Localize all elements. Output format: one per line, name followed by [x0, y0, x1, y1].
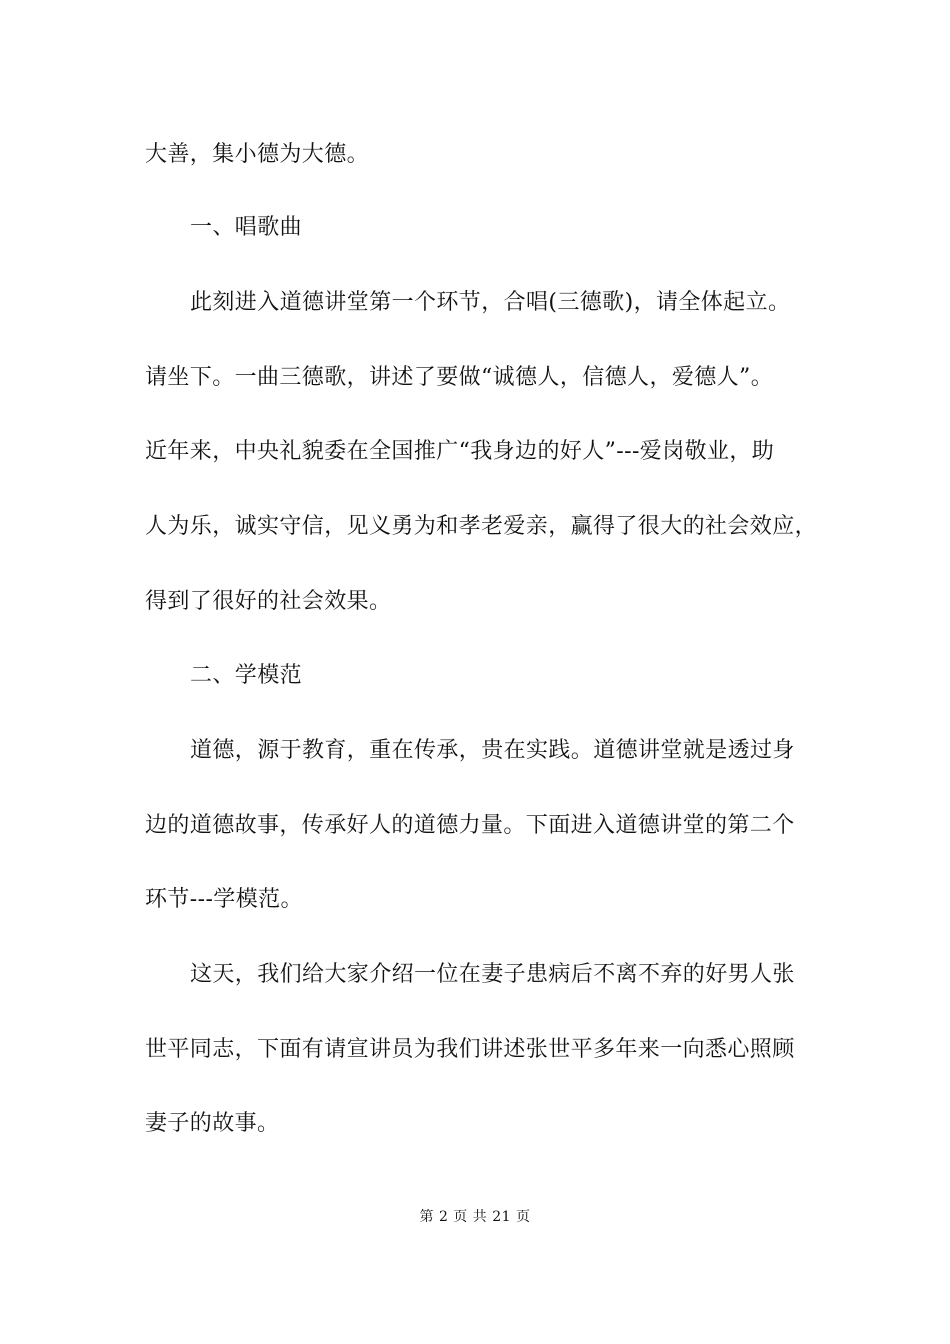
- paragraph-line-7: 得到了很好的社会效果。: [145, 589, 392, 614]
- paragraph-line-1: 大善，集小德为大德。: [145, 142, 370, 167]
- paragraph-line-14: 妻子的故事。: [145, 1111, 280, 1136]
- paragraph-line-10: 边的道德故事，传承好人的道德力量。下面进入道德讲堂的第二个: [145, 813, 795, 838]
- section-heading-2: 二、学模范: [190, 663, 303, 688]
- paragraph-line-13: 世平同志，下面有请宣讲员为我们讲述张世平多年来一向悉心照顾: [145, 1037, 795, 1062]
- paragraph-line-9: 道德，源于教育，重在传承，贵在实践。道德讲堂就是透过身: [190, 738, 795, 763]
- paragraph-line-3: 此刻进入道德讲堂第一个环节，合唱(三德歌)，请全体起立。: [190, 290, 791, 315]
- paragraph-line-6: 人为乐，诚实守信，见义勇为和孝老爱亲，赢得了很大的社会效应，: [145, 514, 818, 539]
- paragraph-line-12: 这天，我们给大家介绍一位在妻子患病后不离不弃的好男人张: [190, 962, 795, 987]
- paragraph-line-5: 近年来，中央礼貌委在全国推广“我身边的好人”---爱岗敬业，助: [145, 439, 775, 464]
- paragraph-line-11: 环节---学模范。: [145, 887, 303, 912]
- paragraph-line-4: 请坐下。一曲三德歌，讲述了要做“诚德人，信德人，爱德人”。: [145, 365, 774, 390]
- page-footer: 第 2 页 共 21 页: [419, 1209, 531, 1225]
- section-heading-1: 一、唱歌曲: [190, 215, 303, 240]
